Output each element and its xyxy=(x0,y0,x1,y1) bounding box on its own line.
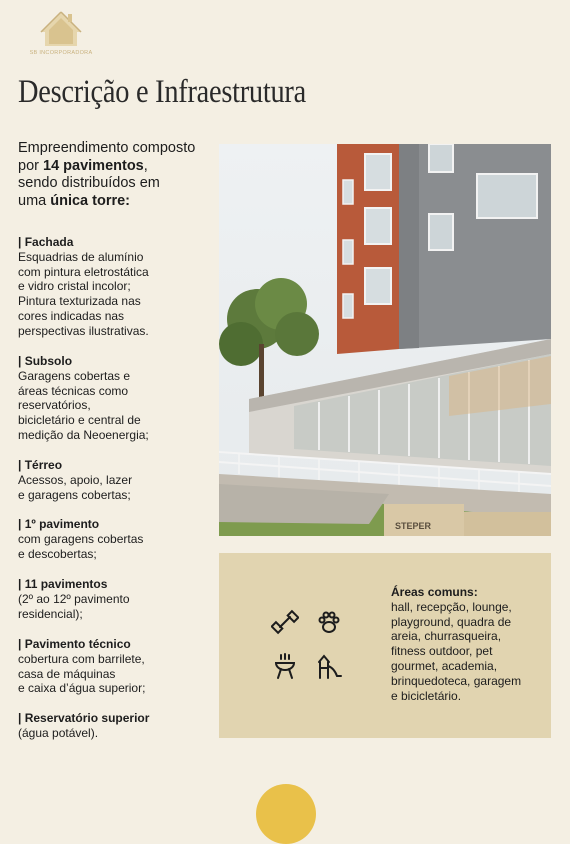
page-title: Descrição e Infraestrutura xyxy=(18,74,306,110)
section-line: com garagens cobertas xyxy=(18,531,144,546)
intro-text xyxy=(18,140,218,210)
section-line: cobertura com barrilete, xyxy=(18,651,145,666)
house-logo-icon xyxy=(39,10,83,48)
section-line: residencial); xyxy=(18,606,83,621)
section-pavimento-tecnico xyxy=(18,637,218,696)
building-photo xyxy=(219,144,551,536)
section-line: e vidro cristal incolor; xyxy=(18,279,131,294)
dumbbell-icon xyxy=(271,608,299,636)
playground-icon xyxy=(315,652,343,680)
section-title: | Fachada xyxy=(18,235,74,249)
section-line: (água potável). xyxy=(18,725,99,740)
section-line: (2º ao 12º pavimento xyxy=(18,591,130,606)
section-line: Acessos, apoio, lazer xyxy=(18,472,133,487)
intro-line: Empreendimento composto xyxy=(18,140,196,156)
section-line: cores indicadas nas xyxy=(18,308,125,323)
amenities-line: hall, recepção, lounge, xyxy=(391,599,512,614)
section-line: Garagens cobertas e xyxy=(18,368,131,383)
section-terreo xyxy=(18,458,218,502)
section-title: | 1º pavimento xyxy=(18,517,100,531)
amenities-card xyxy=(219,553,551,738)
amenities-line: playground, quadra de xyxy=(391,614,512,629)
section-line: perspectivas ilustrativas. xyxy=(18,323,149,338)
section-line: e descobertas; xyxy=(18,546,97,561)
section-reservatorio xyxy=(18,711,218,741)
section-1-pavimento xyxy=(18,517,218,561)
section-subsolo xyxy=(18,354,218,443)
section-line: Esquadrias de alumínio xyxy=(18,249,144,264)
section-line: reservatórios, xyxy=(18,398,91,413)
section-line: medição da Neoenergia; xyxy=(18,427,149,442)
section-line: com pintura eletrostática xyxy=(18,264,149,279)
amenities-line: brinquedoteca, garagem xyxy=(391,673,522,688)
section-line: bicicletário e central de xyxy=(18,413,141,428)
section-line: áreas técnicas como xyxy=(18,383,129,398)
brand-name: SB INCORPORADORA xyxy=(29,50,93,56)
paw-icon xyxy=(315,608,343,636)
amenities-line: areia, churrasqueira, xyxy=(391,629,502,644)
intro-line: uma única torre: xyxy=(18,192,131,209)
brand-logo xyxy=(28,10,94,56)
section-title: | 11 pavimentos xyxy=(18,577,108,591)
section-title: | Térreo xyxy=(18,458,63,472)
section-line: e caixa d’água superior; xyxy=(18,681,146,696)
sign-text: STEPER xyxy=(395,521,432,531)
amenities-line: e bicicletário. xyxy=(391,688,462,703)
amenities-title: Áreas comuns: xyxy=(391,585,478,599)
grill-icon xyxy=(271,652,299,680)
amenities-line: fitness outdoor, pet xyxy=(391,644,493,659)
intro-line: sendo distribuídos em xyxy=(18,175,160,191)
amenity-icons xyxy=(271,608,351,688)
section-fachada xyxy=(18,235,218,339)
section-title: | Subsolo xyxy=(18,354,73,368)
intro-line: por 14 pavimentos, xyxy=(18,157,148,174)
section-line: Pintura texturizada nas xyxy=(18,294,141,309)
section-title: | Reservatório superior xyxy=(18,711,150,725)
page-indicator xyxy=(256,784,316,844)
section-title: | Pavimento técnico xyxy=(18,637,131,651)
amenities-line: gourmet, academia, xyxy=(391,658,498,673)
amenities-text xyxy=(391,585,541,703)
section-line: casa de máquinas xyxy=(18,666,116,681)
section-line: e garagens cobertas; xyxy=(18,487,131,502)
section-11-pavimentos xyxy=(18,577,218,621)
